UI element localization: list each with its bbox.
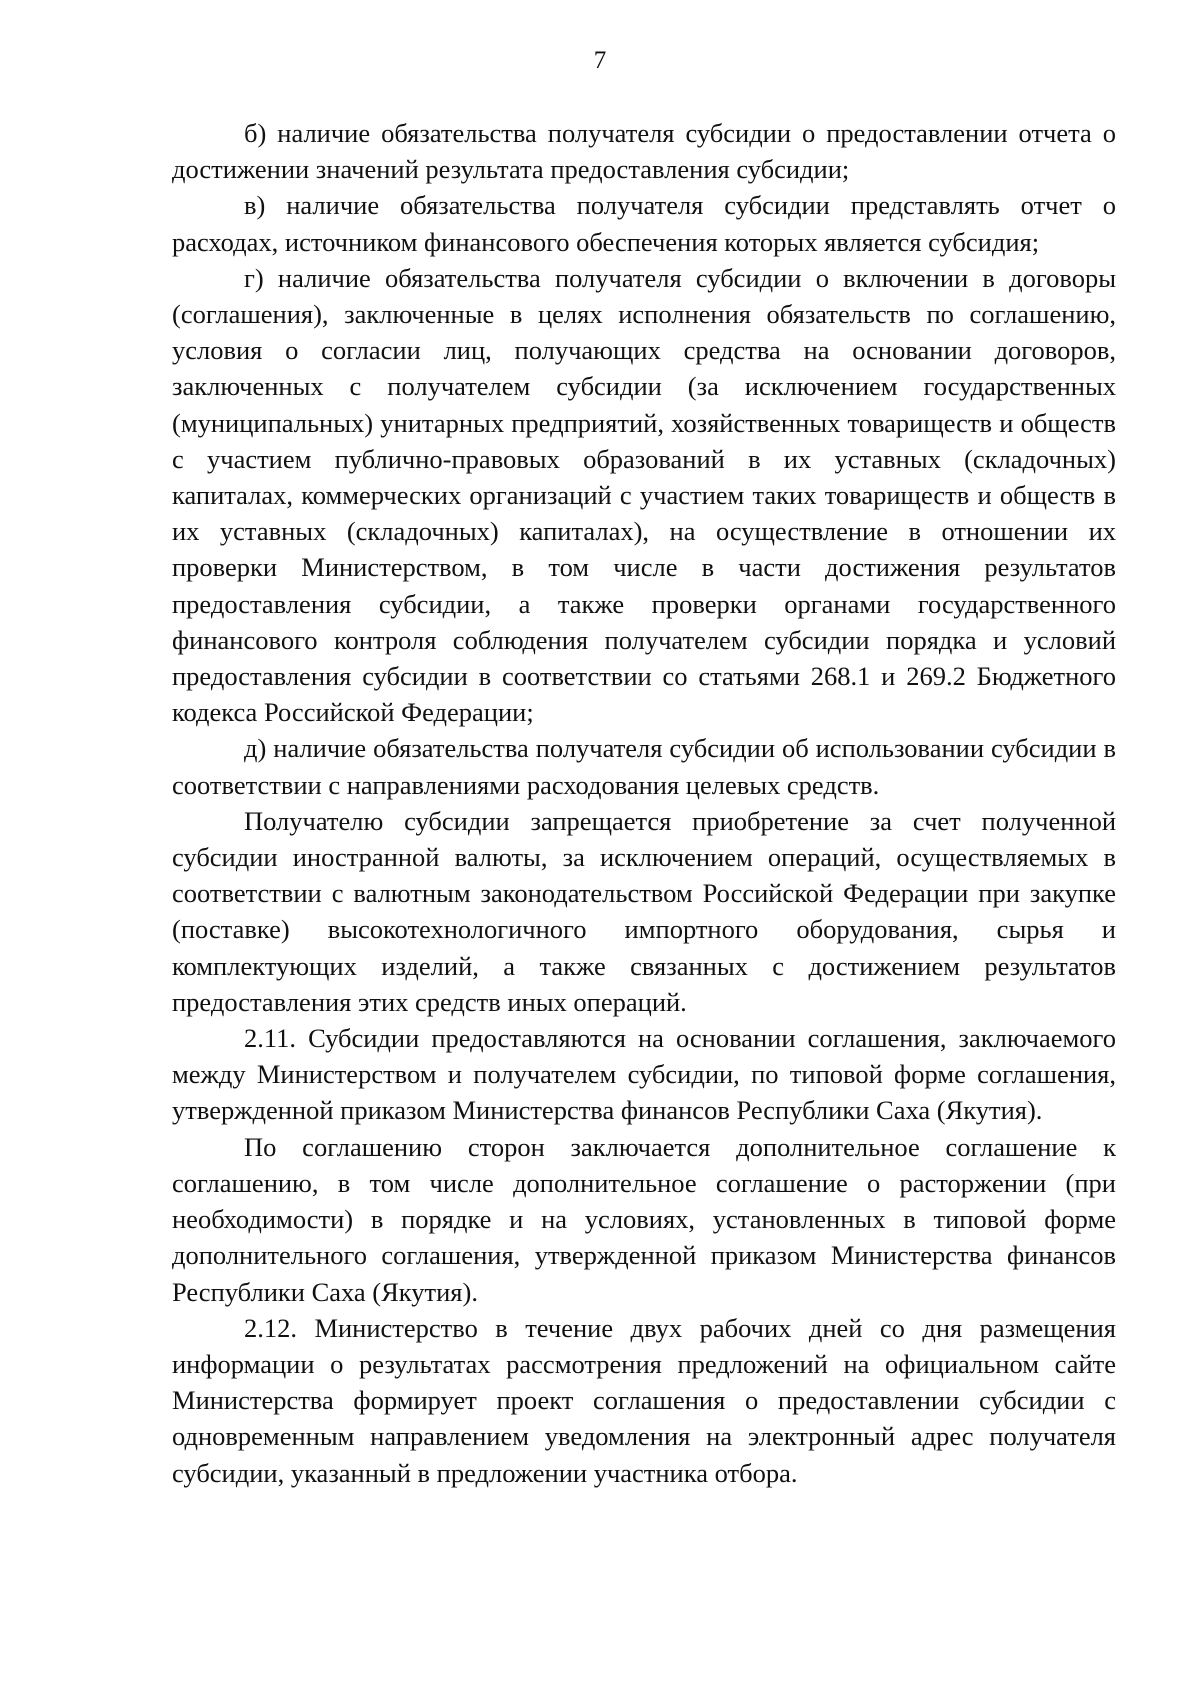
page-number: 7 [593,47,607,74]
paragraph-v: в) наличие обязательства получателя субсидии представлять отчет о расходах, источником финансового обеспечения которых является субсидия; [172,190,1116,257]
paragraph-2-12: 2.12. Министерство в течение двух рабочих дней со дня размещения информации о результатах рассмотрения предложений на официальном сайте Министерства формирует проект соглашения о предоставлении субсидии с одновременным направлением уведомления на электронный адрес получателя субсидии, указанный в предложении участника отбора. [172,1312,1116,1488]
paragraph-d: д) наличие обязательства получателя субсидии об использовании субсидии в соответствии с направлениями расходования целевых средств. [172,733,1116,800]
paragraph-g: г) наличие обязательства получателя субсидии о включении в договоры (соглашения), заключенные в целях исполнения обязательств по соглашению, условия о согласии лиц, получающих средства на основании договоров, заключенных с получателем субсидии (за исключением государственных (муниципальных) унитарных предприятий, хозяйственных товариществ и обществ с участием публично-правовых образований в их уставных (складочных) капиталах, коммерческих организаций с участием таких товариществ и обществ в их уставных (складочных) капиталах), на осуществление в отношении их проверки Министерством, в том числе в части достижения результатов предоставления субсидии, а также проверки органами государственного финансового контроля соблюдения получателем субсидии порядка и условий предоставления субсидии в соответствии со статьями 268.1 и 269.2 Бюджетного кодекса Российской Федерации; [172,262,1116,728]
paragraph-currency-restriction: Получателю субсидии запрещается приобретение за счет полученной субсидии иностранной валюты, за исключением операций, осуществляемых в соответствии с валютным законодательством Российской Федерации при закупке (поставке) высокотехнологичного импортного оборудования, сырья и комплектующих изделий, а также связанных с достижением результатов предоставления этих средств иных операций. [172,805,1116,1017]
document-body [172,115,1116,1491]
paragraph-2-11: 2.11. Субсидии предоставляются на основании соглашения, заключаемого между Министерством и получателем субсидии, по типовой форме соглашения, утвержденной приказом Министерства финансов Республики Саха (Якутия). [172,1023,1116,1126]
paragraph-b: б) наличие обязательства получателя субсидии о предоставлении отчета о достижении значений результата предоставления субсидии; [172,118,1116,185]
paragraph-additional-agreement: По соглашению сторон заключается дополнительное соглашение к соглашению, в том числе дополнительное соглашение о расторжении (при необходимости) в порядке и на условиях, установленных в типовой форме дополнительного соглашения, утвержденной приказом Министерства финансов Республики Саха (Якутия). [172,1131,1116,1307]
